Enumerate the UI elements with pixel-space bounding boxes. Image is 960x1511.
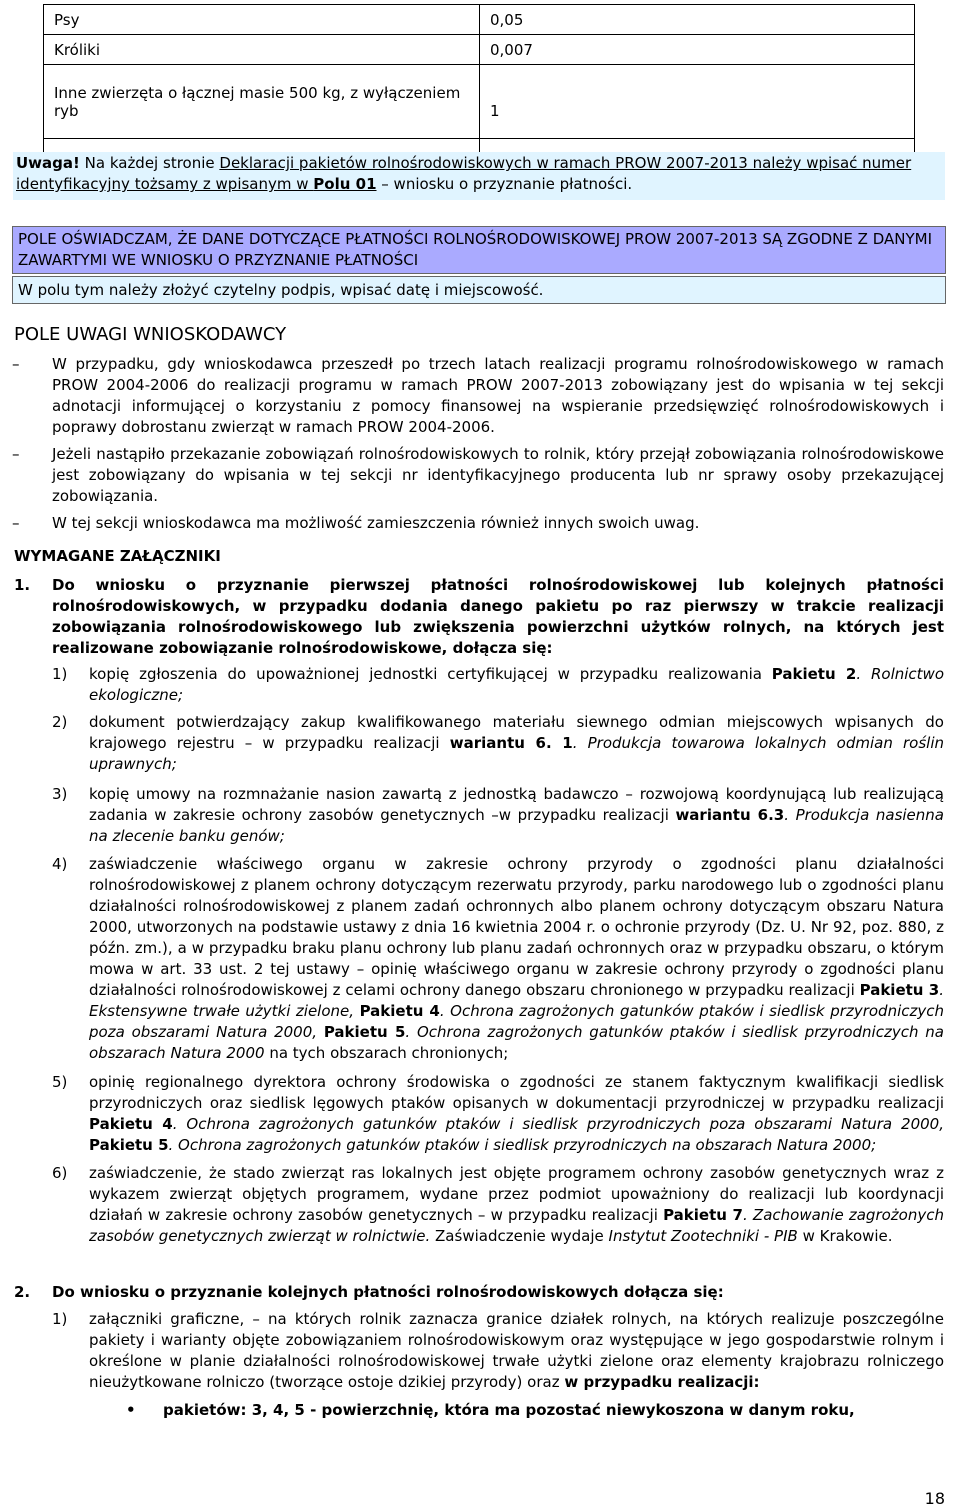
item-bold: Pakietu 4: [359, 1002, 440, 1020]
item-italic: . Produkcja towarowa lokalnych odmian roślin uprawnych;: [89, 734, 944, 773]
section-number: 2.: [14, 1283, 31, 1301]
item-bold: Pakietu 7: [663, 1206, 743, 1224]
item-number: 1): [52, 1310, 68, 1328]
item-text: w Krakowie.: [797, 1227, 893, 1245]
uwaga-text: Na każdej stronie: [79, 154, 220, 172]
list-item: [12, 444, 944, 507]
bullet-item: [126, 1400, 946, 1421]
item-number: 3): [52, 785, 68, 803]
section-heading-text: Do wniosku o przyznanie kolejnych płatności rolnośrodowiskowych dołącza się:: [52, 1283, 724, 1301]
section-heading-text: Do wniosku o przyznanie pierwszej płatności rolnośrodowiskowej lub kolejnych płatności rolnośrodowiskowych, w przypadku dodania danego pakietu po raz pierwszy w trakcie realizacji zobowiązania rolnośrodowiskowego lub zwiększenia powierzchni użytków rolnych, na których jest realizowane zobowiązanie rolnośrodowiskowe, dołącza się:: [52, 576, 944, 657]
table-cell-label: Inne zwierzęta o łącznej masie 500 kg, z wyłączeniem ryb: [44, 65, 480, 139]
item-number: 6): [52, 1164, 68, 1182]
item-bold: Pakietu 5: [323, 1023, 406, 1041]
section-number: 1.: [14, 576, 31, 594]
bullet-text: pakietów: 3, 4, 5 - powierzchnię, która ma pozostać niewykoszona w danym roku,: [163, 1401, 855, 1419]
item-text: opinię regionalnego dyrektora ochrony środowiska o zgodności ze stanem faktycznym kwalifikacji siedlisk przyrodniczych oraz siedlisk lęgowych ptaków opisanych w dokumentacji przyrodniczej w przypadku realizacji: [89, 1073, 944, 1112]
page-number: 18: [924, 1489, 945, 1508]
list-item: [12, 513, 944, 534]
pole-uwagi-heading: POLE UWAGI WNIOSKODAWCY: [14, 324, 287, 345]
uwaga-pole-ref: Polu 01: [313, 175, 377, 193]
table-row: [44, 35, 915, 65]
item-bold: w przypadku realizacji:: [564, 1373, 760, 1391]
section-2: [14, 1282, 944, 1303]
list-item: [12, 354, 944, 438]
item-text: załączniki graficzne, – na których rolnik zaznacza granice działek rolnych, na których realizuje poszczególne pakiety i warianty objęte zobowiązaniem rolnośrodowiskowym oraz występujące w jego gospodarstwie rolnym i określone w planie działalności rolnośrodowiskowej trwałe użytki zielone oraz elementy krajobrazu rolniczego nieużytkowane rolniczo (tworzące ostoje dzikiej przyrody) oraz: [89, 1310, 944, 1391]
item-italic: . Ochrona zagrożonych gatunków ptaków i siedlisk przyrodniczych na obszarach Natura 2000: [89, 1023, 944, 1062]
uwaga-underlined-text: Deklaracji pakietów rolnośrodowiskowych w ramach PROW 2007-2013 należy wpisać numer identyfikacyjny tożsamy z wpisanym w: [16, 154, 912, 193]
table-row: [44, 5, 915, 35]
item-text: zaświadczenie właściwego organu w zakresie ochrony przyrody o zgodności planu działalności rolnośrodowiskowej z planem ochrony dotyczącym rezerwatu przyrody, parku narodowego lub o zgodności planu działalności rolnośrodowiskowej z planem zadań ochronnych albo planem ochrony dotyczącym obszaru Natura 2000, utworzonych na podstawie ustawy z dnia 16 kwietnia 2004 r. o ochronie przyrody (Dz. U. Nr 92, poz. 880, z późn. zm.), a w przypadku braku planu ochrony lub planu zadań ochronnych oraz w przypadku obszaru, o którym mowa w art. 33 ust. 2 tej ustawy – opinię właściwego organu w zakresie ochrony przyrody o zgodności planu działalności rolnośrodowiskowej z celami ochrony danego obszaru chronionego w przypadku realizacji: [89, 855, 944, 999]
pole-oswiadczam-note: W polu tym należy złożyć czytelny podpis, wpisać datę i miejscowość.: [12, 276, 946, 304]
item-text: dokument potwierdzający zakup kwalifikowanego materiału siewnego odmian miejscowych wpisanych do krajowego rejestru – w przypadku realizacji: [89, 713, 944, 752]
pole-oswiadczam-title: POLE OŚWIADCZAM, ŻE DANE DOTYCZĄCE PŁATNOŚCI ROLNOŚRODOWISKOWEJ PROW 2007-2013 SĄ ZGODNE Z DANYMI ZAWARTYMI WE WNIOSKU O PRZYZNANIE PŁATNOŚCI: [12, 226, 946, 274]
section-2-heading: [14, 1282, 944, 1303]
item-number: 5): [52, 1073, 68, 1091]
uwaga-note: [13, 152, 945, 200]
item-number: 2): [52, 713, 68, 731]
table-cell-label: Króliki: [44, 35, 480, 65]
item-bold: Pakietu 3: [859, 981, 940, 999]
item-number: 1): [52, 665, 68, 683]
item-text: na tych obszarach chronionych;: [264, 1044, 509, 1062]
list-item-text: W przypadku, gdy wnioskodawca przeszedł po trzech latach realizacji programu rolnośrodowiskowego w ramach PROW 2004-2006 do realizacji programu w ramach PROW 2007-2013 zobowiązany jest do wpisania w tej sekcji adnotacji informującej o korzystaniu z pomocy finansowej na wspieranie przedsięwzięć rolnośrodowiskowych i poprawy dobrostanu zwierząt w ramach PROW 2004-2006.: [52, 355, 944, 436]
section-1: [14, 575, 944, 659]
uwaga-text-end: – wniosku o przyznanie płatności.: [376, 175, 633, 193]
item-bold: wariantu 6. 1: [449, 734, 573, 752]
item-bold: Pakietu 5: [89, 1136, 169, 1154]
item-italic: . Ekstensywne trwałe użytki zielone,: [89, 981, 944, 1020]
section-1-item-6: [52, 1163, 944, 1247]
section-1-item-4: [52, 854, 944, 1064]
section-1-heading: [14, 575, 944, 659]
item-italic: . Produkcja nasienna na zlecenie banku genów;: [89, 806, 944, 845]
wymagane-zalaczniki-heading: WYMAGANE ZAŁĄCZNIKI: [14, 547, 221, 565]
item-italic: . Ochrona zagrożonych gatunków ptaków i siedlisk przyrodniczych poza obszarami Natura 2000,: [89, 1002, 944, 1041]
list-item-text: Jeżeli nastąpiło przekazanie zobowiązań rolnośrodowiskowych to rolnik, który przejął zobowiązania rolnośrodowiskowe jest zobowiązany do wpisania w tej sekcji nr identyfikacyjnego producenta lub nr sprawy osoby przekazującej zobowiązania.: [52, 445, 944, 505]
item-number: 4): [52, 855, 68, 873]
item-bold: Pakietu 4: [89, 1115, 173, 1133]
section-1-item-1: [52, 664, 944, 706]
dash-marker: –: [12, 355, 20, 373]
list-item-text: W tej sekcji wnioskodawca ma możliwość zamieszczenia również innych swoich uwag.: [52, 514, 700, 532]
section-1-item-2: [52, 712, 944, 775]
item-text: kopię umowy na rozmnażanie nasion zawartą z jednostką badawczo – rozwojową koordynującą lub realizującą zadania w zakresie ochrony zasobów genetycznych –w przypadku realizacji: [89, 785, 944, 824]
item-bold: Pakietu 2: [771, 665, 857, 683]
dash-marker: –: [12, 445, 20, 463]
item-italic: Instytut Zootechniki - PIB: [608, 1227, 798, 1245]
item-bold: wariantu 6.3: [675, 806, 785, 824]
table-cell-label: Psy: [44, 5, 480, 35]
uwaga-label: Uwaga!: [16, 154, 80, 172]
section-2-item-1: [52, 1309, 944, 1393]
item-italic: . Rolnictwo ekologiczne;: [89, 665, 944, 704]
bullet-marker: •: [126, 1401, 136, 1419]
dash-marker: –: [12, 514, 20, 532]
item-italic: . Ochrona zagrożonych gatunków ptaków i siedlisk przyrodniczych poza obszarami Natura 2000,: [172, 1115, 944, 1133]
item-text: Zaświadczenie wydaje: [430, 1227, 609, 1245]
uwagi-list: [12, 354, 944, 540]
table-row: [44, 65, 915, 139]
section-1-item-3: [52, 784, 944, 847]
table-cell-value: 0,007: [480, 35, 915, 65]
item-italic: . Ochrona zagrożonych gatunków ptaków i siedlisk przyrodniczych na obszarach Natura 2000;: [168, 1136, 877, 1154]
table-cell-value: 0,05: [480, 5, 915, 35]
item-text: zaświadczenie, że stado zwierząt ras lokalnych jest objęte programem ochrony zasobów genetycznych wraz z wykazem zwierząt objętych programem, wydane przez podmiot upoważniony do realizacji lub koordynacji działań w zakresie ochrony zasobów genetycznych – w przypadku realizacji: [89, 1164, 944, 1224]
livestock-coefficient-table: [43, 4, 915, 165]
table-cell-value: 1: [480, 65, 915, 139]
item-text: kopię zgłoszenia do upoważnionej jednostki certyfikującej w przypadku realizowania: [89, 665, 772, 683]
section-1-item-5: [52, 1072, 944, 1156]
item-italic: . Zachowanie zagrożonych zasobów genetycznych zwierząt w rolnictwie.: [89, 1206, 944, 1245]
